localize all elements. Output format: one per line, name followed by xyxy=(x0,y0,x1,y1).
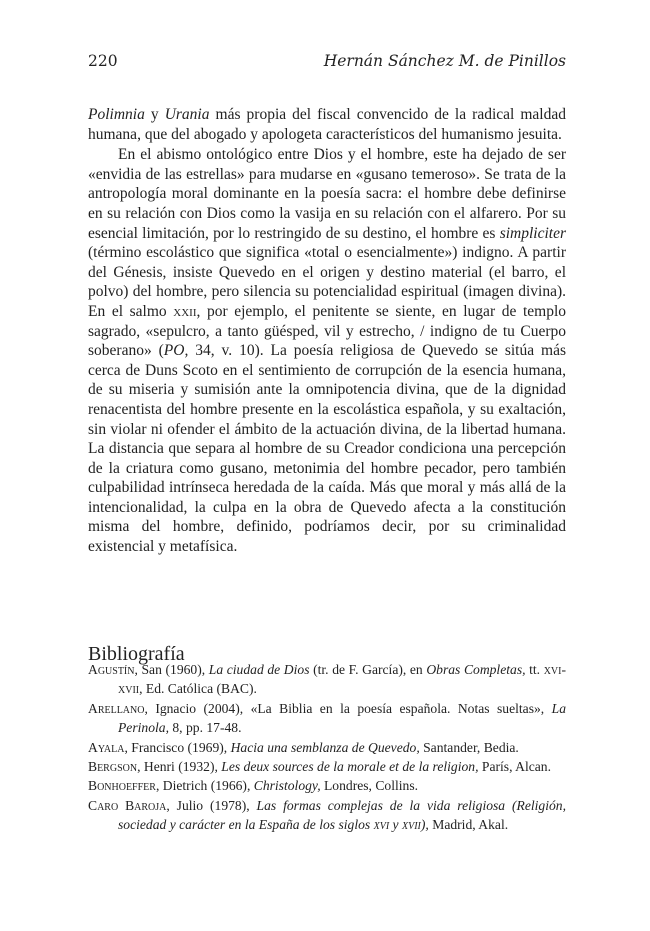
paragraph-continued xyxy=(88,105,566,144)
entry-author: Bergson xyxy=(88,759,138,775)
text-run: y xyxy=(144,106,165,123)
entry-title: Christology, xyxy=(253,778,321,794)
entry-title: Les deux sources de la morale et de la religion, xyxy=(221,759,479,775)
text-run: , Dietrich (1966), xyxy=(155,778,254,794)
bibliography-entry xyxy=(88,796,566,835)
entry-author: Bonhoeffer xyxy=(88,778,156,794)
text-run: (término escolástico que significa «total o esencialmente») indigno. A partir del Génesis, insiste Quevedo en el origen y destino material (el barro, el polvo) del hombre, pero silencia su potencialidad espiritual (imagen divina). En el salmo xyxy=(88,244,566,320)
text-run: (tr. de F. García), en xyxy=(309,662,427,677)
smallcaps-numeral: xxii xyxy=(173,302,197,320)
italic-term: Polimnia xyxy=(88,106,145,123)
entry-author: Ayala xyxy=(88,739,125,755)
entry-title: ), xyxy=(420,817,429,833)
entry-title: La ciudad de Dios xyxy=(208,662,310,677)
bibliography-list xyxy=(88,660,566,835)
entry-title: La Perinola, xyxy=(118,700,566,736)
entry-author: Arellano xyxy=(88,700,145,716)
bibliography-entry xyxy=(88,660,566,699)
entry-title: y xyxy=(389,817,402,833)
text-run: Madrid, Akal. xyxy=(428,817,509,833)
bibliography-heading: Bibliografía xyxy=(88,642,185,665)
running-title: Hernán Sánchez M. de Pinillos xyxy=(323,52,566,70)
bibliography-entry xyxy=(88,776,566,795)
italic-citation: PO, xyxy=(163,342,189,360)
text-run: , Ed. Católica (BAC). xyxy=(139,681,257,697)
text-run: En el abismo ontológico entre Dios y el hombre, este ha dejado de ser «envidia de las estrellas» para mudarse en «gusano temeroso». Se trata de la antropología moral dominante en la poesía sacra: el hombre debe definirse en su relación con Dios como la vasija en su relación con el alfarero. Por su esencial limitación, por lo restringido de su destino, el hombre es xyxy=(88,146,566,242)
text-run: 34, v. 10). La poesía religiosa de Quevedo se sitúa más cerca de Duns Scoto en el sentimiento de corrupción de la esencia humana, de su miseria y sumisión ante la omnipotencia divina, que de la dignidad renacentista del hombre presente en la escolástica española, y su exaltación, sin violar ni ofender el ámbito de la actuación divina, de la libertad humana. La distancia que separa al hombre de su Creador condiciona una percepción de la criatura como gusano, metonimia del hombre pecador, pero también culpabilidad intrínseca heredada de la caída. Más que moral y más allá de la intencionalidad, la culpa en la obra de Quevedo afecta a la constitución misma del hombre, definido, podríamos decir, por su criminalidad existencial y metafísica. xyxy=(88,342,566,556)
smallcaps-numeral: xvi-xvii xyxy=(118,662,567,697)
bibliography-entry xyxy=(88,757,566,776)
text-run: , Francisco (1969), xyxy=(124,739,231,755)
text-run: , Henri (1932), xyxy=(137,759,222,775)
body-text xyxy=(88,105,566,557)
entry-author: Caro Baroja xyxy=(88,797,167,813)
running-head xyxy=(88,50,566,72)
bibliography-entry xyxy=(88,699,566,738)
entry-title: Obras Completas, xyxy=(426,662,526,677)
text-run: tt. xyxy=(525,662,544,677)
entry-title: Las formas complejas de la vida religiosa (Religión, sociedad y carácter en la España de los siglos xyxy=(118,797,566,833)
text-run: , Julio (1978), xyxy=(166,797,257,813)
italic-term: simpliciter xyxy=(499,224,566,242)
paragraph xyxy=(88,145,566,556)
bibliography-entry xyxy=(88,738,566,757)
entry-author: Agustín xyxy=(88,662,135,677)
text-run: París, Alcan. xyxy=(478,759,551,775)
text-run: Londres, Collins. xyxy=(320,778,419,794)
text-run: Santander, Bedia. xyxy=(419,739,519,755)
italic-term: Urania xyxy=(164,106,210,123)
text-run: , Ignacio (2004), «La Biblia en la poesía española. Notas sueltas», xyxy=(144,700,552,716)
entry-title: Hacia una semblanza de Quevedo, xyxy=(230,739,420,755)
text-run: más propia del fiscal convencido de la radical maldad humana, que del abogado y apologeta característicos del humanismo jesuita. xyxy=(88,106,566,143)
page-number: 220 xyxy=(88,52,118,70)
text-run: 8, pp. 17-48. xyxy=(168,720,242,736)
text-run: , San (1960), xyxy=(134,662,209,677)
smallcaps-numeral: xvii xyxy=(402,817,421,833)
text-run: , por ejemplo, el penitente se siente, en lugar de templo sagrado, «sepulcro, a tanto güésped, vil y estrecho, / indigno de tu Cuerpo soberano» ( xyxy=(88,302,566,360)
smallcaps-numeral: xvi xyxy=(373,817,390,833)
